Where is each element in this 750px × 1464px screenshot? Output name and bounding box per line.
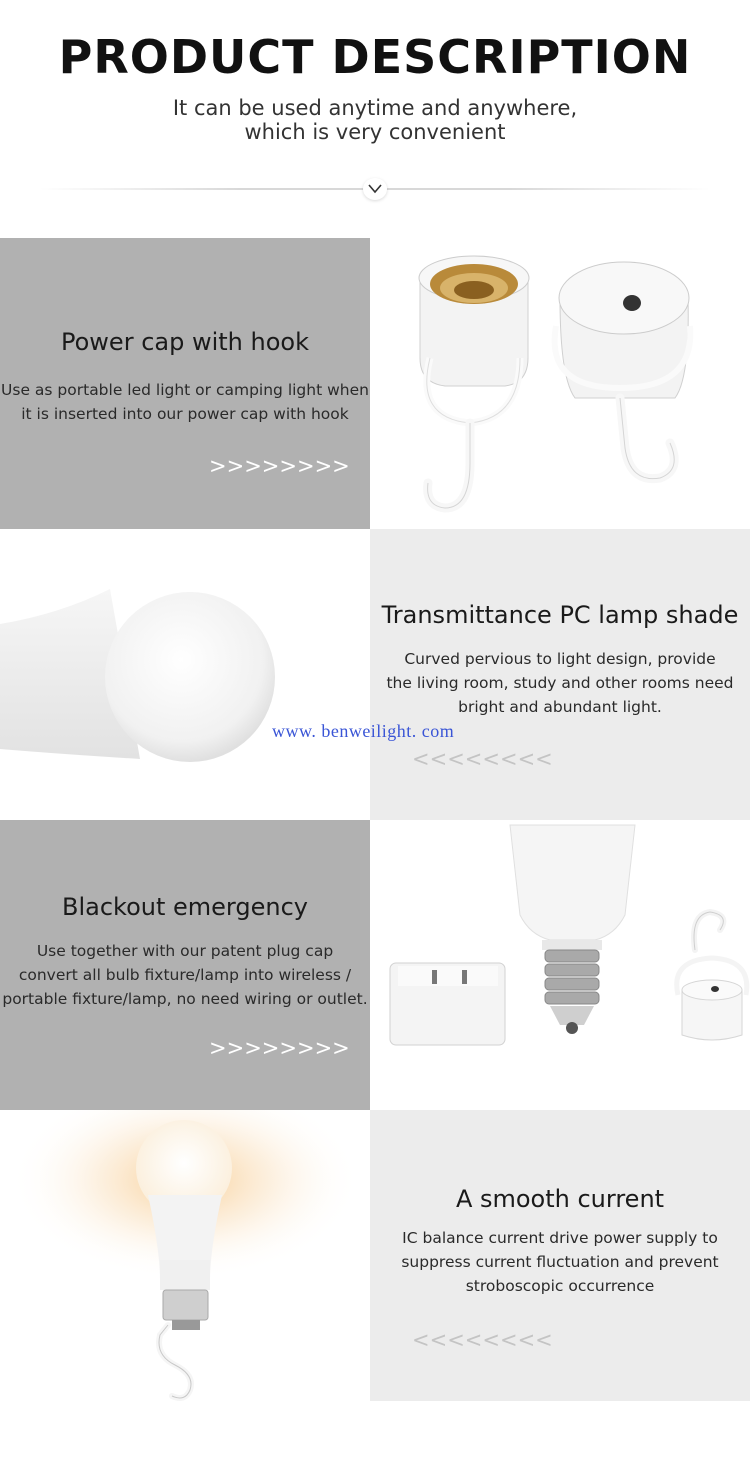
section-title: Blackout emergency: [62, 893, 308, 921]
section-title: Transmittance PC lamp shade: [381, 601, 739, 629]
arrows-left: <<<<<<<<: [412, 747, 553, 771]
section-power-cap-text: [0, 238, 370, 529]
header: [0, 0, 750, 238]
subtitle-line-1: It can be used anytime and anywhere,: [172, 96, 578, 120]
blackout-emergency-image: [370, 820, 750, 1110]
arrows-left: <<<<<<<<: [412, 1328, 553, 1352]
subtitle-line-2: which is very convenient: [244, 120, 506, 144]
section-smooth-current-text: [370, 1110, 750, 1401]
section-blackout-text: [0, 820, 370, 1110]
power-cap-hook-image: [370, 238, 750, 529]
smooth-current-image: [0, 1110, 370, 1401]
pc-lamp-shade-image: [0, 529, 370, 820]
section-pc-lamp-shade-text: [370, 529, 750, 820]
chevron-down-icon: [363, 178, 387, 200]
section-title: Power cap with hook: [61, 328, 309, 356]
section-desc: Use as portable led light or camping light when it is inserted into our power cap with hook: [1, 381, 369, 423]
section-title: A smooth current: [455, 1185, 665, 1213]
arrows-right: >>>>>>>>: [209, 1036, 350, 1060]
arrows-right: >>>>>>>>: [209, 454, 350, 478]
section-desc: Curved pervious to light design, provide the living room, study and other rooms need bright and abundant light.: [386, 650, 734, 716]
section-desc: Use together with our patent plug cap convert all bulb fixture/lamp into wireless / portable fixture/lamp, no need wiring or outlet.: [2, 942, 368, 1008]
page-title: PRODUCT DESCRIPTION: [58, 30, 692, 84]
section-desc: IC balance current drive power supply to suppress current fluctuation and prevent stroboscopic occurrence: [401, 1229, 719, 1295]
watermark: www. benweilight. com: [272, 721, 455, 741]
